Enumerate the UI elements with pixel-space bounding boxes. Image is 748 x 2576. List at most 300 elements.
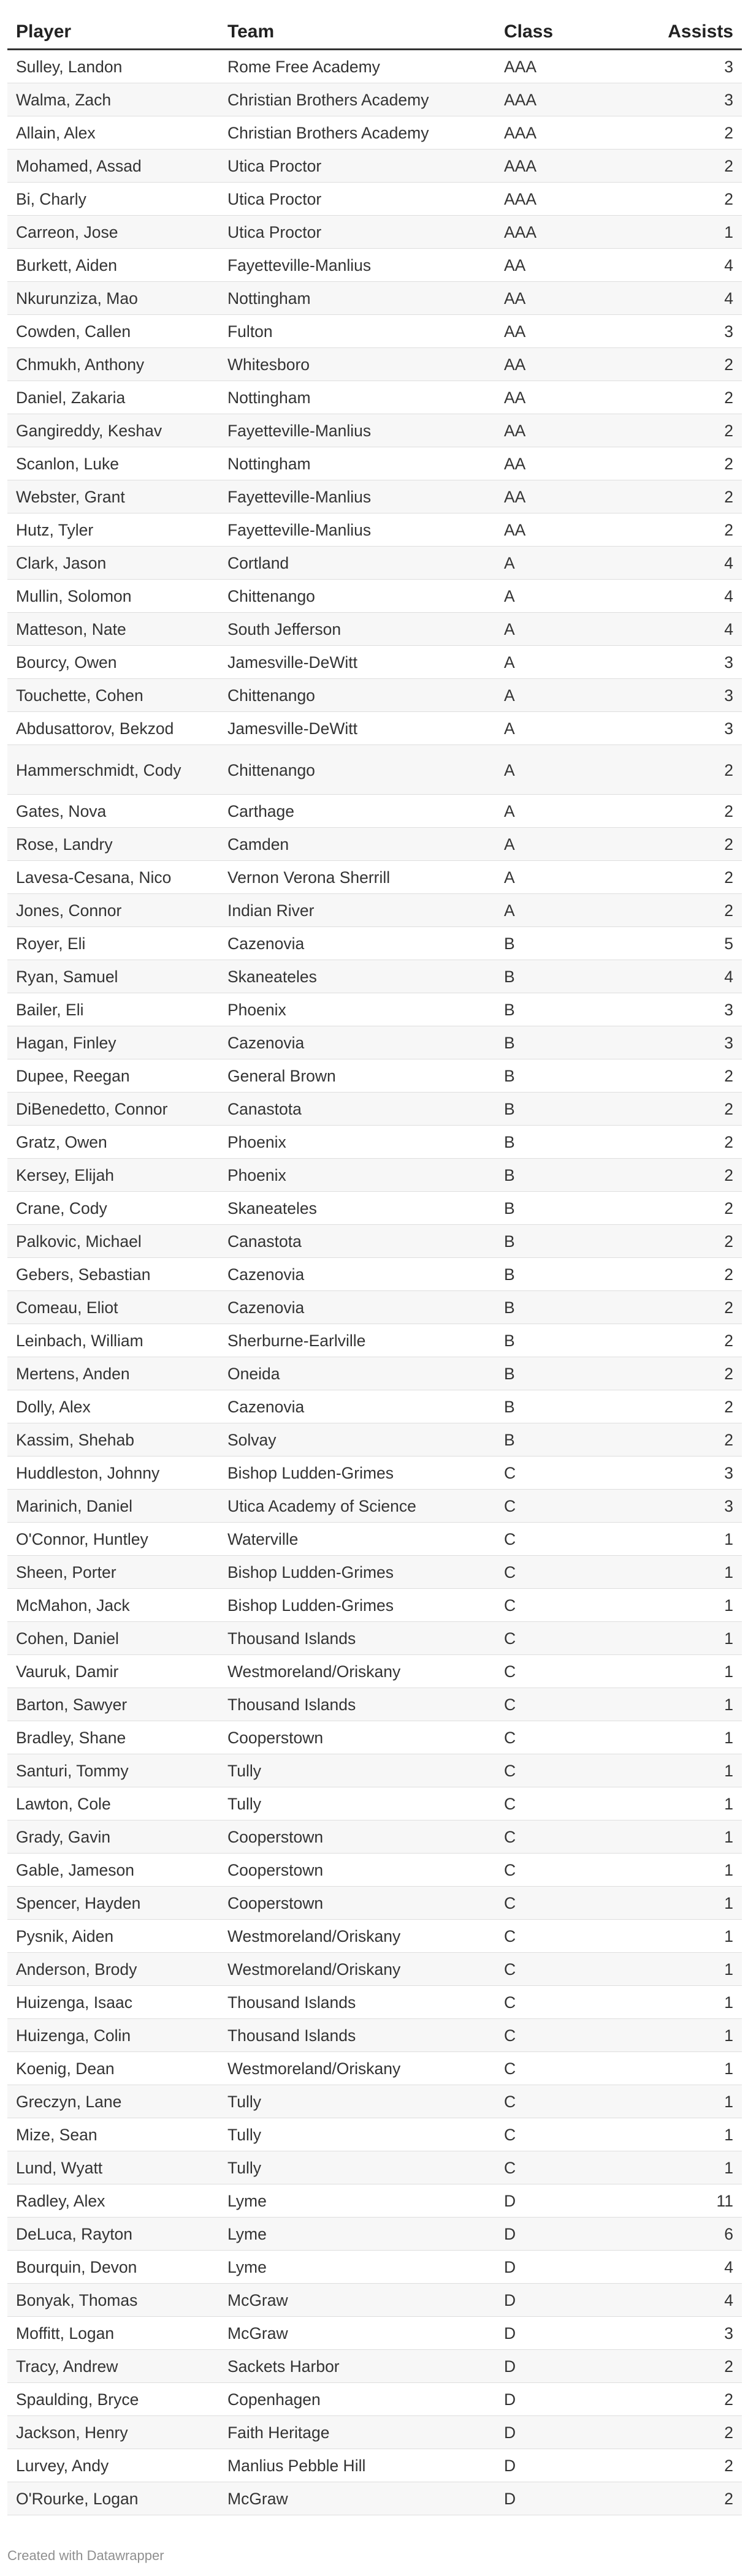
team-cell: Thousand Islands	[219, 2019, 495, 2052]
player-cell: Jackson, Henry	[7, 2416, 219, 2449]
class-cell: A	[495, 547, 643, 580]
player-cell: O'Rourke, Logan	[7, 2482, 219, 2515]
team-cell: Lyme	[219, 2218, 495, 2251]
table-row	[7, 894, 742, 927]
team-cell: Solvay	[219, 1423, 495, 1457]
table-row	[7, 2151, 742, 2184]
table-body	[7, 50, 742, 2515]
class-cell: B	[495, 1324, 643, 1357]
team-cell: Fayetteville-Manlius	[219, 513, 495, 547]
team-cell: Bishop Ludden-Grimes	[219, 1457, 495, 1490]
table-row	[7, 1820, 742, 1854]
class-cell: C	[495, 1887, 643, 1920]
player-cell: Gangireddy, Keshav	[7, 414, 219, 447]
table-row	[7, 1556, 742, 1589]
team-cell: Lyme	[219, 2251, 495, 2284]
assists-cell: 5	[643, 927, 742, 960]
table-row	[7, 2317, 742, 2350]
class-cell: AA	[495, 282, 643, 315]
class-cell: C	[495, 1490, 643, 1523]
assists-cell: 2	[643, 1225, 742, 1258]
table-row	[7, 348, 742, 381]
table-row	[7, 1457, 742, 1490]
class-cell: D	[495, 2449, 643, 2482]
class-cell: D	[495, 2482, 643, 2515]
assists-cell: 2	[643, 1159, 742, 1192]
player-cell: Leinbach, William	[7, 1324, 219, 1357]
team-cell: Whitesboro	[219, 348, 495, 381]
player-cell: Carreon, Jose	[7, 216, 219, 249]
table-row	[7, 2218, 742, 2251]
class-cell: B	[495, 927, 643, 960]
table-row	[7, 1787, 742, 1820]
table-row	[7, 646, 742, 679]
table-row	[7, 861, 742, 894]
assists-cell: 2	[643, 795, 742, 828]
assists-cell: 2	[643, 1390, 742, 1423]
class-cell: C	[495, 2118, 643, 2151]
team-cell: Christian Brothers Academy	[219, 83, 495, 116]
team-cell: Cooperstown	[219, 1887, 495, 1920]
class-cell: C	[495, 1953, 643, 1986]
table-row	[7, 613, 742, 646]
team-cell: Nottingham	[219, 381, 495, 414]
player-cell: Radley, Alex	[7, 2184, 219, 2218]
class-cell: C	[495, 1754, 643, 1787]
assists-cell: 6	[643, 2218, 742, 2251]
class-cell: B	[495, 1059, 643, 1093]
player-cell: Hutz, Tyler	[7, 513, 219, 547]
team-cell: Cooperstown	[219, 1820, 495, 1854]
player-cell: Burkett, Aiden	[7, 249, 219, 282]
table-row	[7, 2251, 742, 2284]
assists-cell: 3	[643, 993, 742, 1026]
assists-cell: 3	[643, 315, 742, 348]
class-cell: B	[495, 1258, 643, 1291]
team-cell: Sherburne-Earlville	[219, 1324, 495, 1357]
player-cell: Kassim, Shehab	[7, 1423, 219, 1457]
assists-cell: 2	[643, 861, 742, 894]
assists-cell: 2	[643, 2416, 742, 2449]
assists-cell: 3	[643, 679, 742, 712]
class-cell: C	[495, 1589, 643, 1622]
player-cell: O'Connor, Huntley	[7, 1523, 219, 1556]
team-cell: McGraw	[219, 2284, 495, 2317]
player-cell: Daniel, Zakaria	[7, 381, 219, 414]
team-cell: Tully	[219, 2151, 495, 2184]
player-cell: Crane, Cody	[7, 1192, 219, 1225]
table-row	[7, 1854, 742, 1887]
table-row	[7, 1887, 742, 1920]
team-cell: Cazenovia	[219, 1026, 495, 1059]
class-cell: C	[495, 1820, 643, 1854]
assists-cell: 1	[643, 1688, 742, 1721]
assists-cell: 1	[643, 1754, 742, 1787]
class-cell: A	[495, 795, 643, 828]
player-cell: Allain, Alex	[7, 116, 219, 150]
player-cell: Gates, Nova	[7, 795, 219, 828]
table-header	[7, 15, 742, 50]
team-cell: Chittenango	[219, 745, 495, 795]
table-row	[7, 1357, 742, 1390]
class-cell: B	[495, 1357, 643, 1390]
table-row	[7, 1986, 742, 2019]
class-cell: C	[495, 1523, 643, 1556]
class-cell: A	[495, 679, 643, 712]
assists-cell: 2	[643, 1423, 742, 1457]
team-cell: Utica Academy of Science	[219, 1490, 495, 1523]
class-cell: B	[495, 993, 643, 1026]
player-cell: Huizenga, Isaac	[7, 1986, 219, 2019]
table-row	[7, 1490, 742, 1523]
team-cell: Thousand Islands	[219, 1622, 495, 1655]
team-cell: Vernon Verona Sherrill	[219, 861, 495, 894]
assists-cell: 2	[643, 1324, 742, 1357]
class-cell: C	[495, 1986, 643, 2019]
class-cell: C	[495, 1556, 643, 1589]
class-cell: C	[495, 2052, 643, 2085]
team-cell: Utica Proctor	[219, 150, 495, 183]
table-row	[7, 2184, 742, 2218]
assists-cell: 2	[643, 2350, 742, 2383]
class-cell: C	[495, 2019, 643, 2052]
table-row	[7, 745, 742, 795]
player-cell: Nkurunziza, Mao	[7, 282, 219, 315]
team-cell: Chittenango	[219, 580, 495, 613]
player-cell: Lurvey, Andy	[7, 2449, 219, 2482]
team-cell: Fayetteville-Manlius	[219, 414, 495, 447]
team-cell: Bishop Ludden-Grimes	[219, 1589, 495, 1622]
player-cell: DeLuca, Rayton	[7, 2218, 219, 2251]
assists-cell: 3	[643, 50, 742, 83]
class-cell: D	[495, 2184, 643, 2218]
class-cell: AA	[495, 249, 643, 282]
header-row	[7, 15, 742, 50]
player-cell: Gebers, Sebastian	[7, 1258, 219, 1291]
player-cell: Webster, Grant	[7, 480, 219, 513]
player-cell: Bourcy, Owen	[7, 646, 219, 679]
player-cell: Santuri, Tommy	[7, 1754, 219, 1787]
team-cell: Utica Proctor	[219, 216, 495, 249]
team-cell: Christian Brothers Academy	[219, 116, 495, 150]
class-cell: C	[495, 2085, 643, 2118]
table-row	[7, 1655, 742, 1688]
team-cell: Tully	[219, 2118, 495, 2151]
table-row	[7, 1423, 742, 1457]
class-cell: C	[495, 1920, 643, 1953]
class-cell: A	[495, 613, 643, 646]
team-cell: Lyme	[219, 2184, 495, 2218]
class-cell: C	[495, 2151, 643, 2184]
table-row	[7, 1093, 742, 1126]
class-cell: AAA	[495, 183, 643, 216]
player-cell: Hagan, Finley	[7, 1026, 219, 1059]
team-cell: Copenhagen	[219, 2383, 495, 2416]
table-row	[7, 183, 742, 216]
assists-table-container	[7, 15, 742, 2515]
team-cell: Cazenovia	[219, 1258, 495, 1291]
team-cell: Westmoreland/Oriskany	[219, 1953, 495, 1986]
class-cell: C	[495, 1688, 643, 1721]
assists-cell: 1	[643, 2118, 742, 2151]
class-cell: C	[495, 1787, 643, 1820]
team-cell: Indian River	[219, 894, 495, 927]
class-cell: A	[495, 646, 643, 679]
class-cell: D	[495, 2350, 643, 2383]
class-cell: B	[495, 1225, 643, 1258]
assists-cell: 3	[643, 1026, 742, 1059]
assists-cell: 2	[643, 1357, 742, 1390]
player-cell: Cohen, Daniel	[7, 1622, 219, 1655]
team-cell: Rome Free Academy	[219, 50, 495, 83]
table-row	[7, 2085, 742, 2118]
table-row	[7, 1920, 742, 1953]
class-cell: AAA	[495, 50, 643, 83]
table-row	[7, 116, 742, 150]
assists-cell: 2	[643, 1258, 742, 1291]
class-cell: D	[495, 2383, 643, 2416]
class-cell: AAA	[495, 116, 643, 150]
team-cell: Carthage	[219, 795, 495, 828]
assists-cell: 2	[643, 1291, 742, 1324]
class-cell: D	[495, 2284, 643, 2317]
column-header-team[interactable]: Team	[219, 15, 495, 50]
table-row	[7, 1589, 742, 1622]
class-cell: A	[495, 894, 643, 927]
class-cell: B	[495, 1126, 643, 1159]
assists-cell: 2	[643, 414, 742, 447]
class-cell: AA	[495, 348, 643, 381]
player-cell: Scanlon, Luke	[7, 447, 219, 480]
assists-cell: 2	[643, 447, 742, 480]
table-row	[7, 83, 742, 116]
team-cell: Jamesville-DeWitt	[219, 712, 495, 745]
assists-cell: 2	[643, 745, 742, 795]
player-cell: Grady, Gavin	[7, 1820, 219, 1854]
player-cell: Mullin, Solomon	[7, 580, 219, 613]
class-cell: B	[495, 1159, 643, 1192]
table-row	[7, 1059, 742, 1093]
assists-cell: 1	[643, 1523, 742, 1556]
player-cell: Matteson, Nate	[7, 613, 219, 646]
team-cell: Nottingham	[219, 282, 495, 315]
assists-cell: 3	[643, 646, 742, 679]
table-row	[7, 1026, 742, 1059]
team-cell: Canastota	[219, 1225, 495, 1258]
assists-cell: 3	[643, 1457, 742, 1490]
assists-cell: 2	[643, 1126, 742, 1159]
table-row	[7, 1523, 742, 1556]
team-cell: Tully	[219, 1787, 495, 1820]
assists-cell: 1	[643, 2052, 742, 2085]
player-cell: Vauruk, Damir	[7, 1655, 219, 1688]
player-cell: Rose, Landry	[7, 828, 219, 861]
team-cell: Bishop Ludden-Grimes	[219, 1556, 495, 1589]
player-cell: Bradley, Shane	[7, 1721, 219, 1754]
table-row	[7, 216, 742, 249]
player-cell: Sulley, Landon	[7, 50, 219, 83]
class-cell: A	[495, 745, 643, 795]
table-row	[7, 1721, 742, 1754]
table-row	[7, 1688, 742, 1721]
team-cell: Utica Proctor	[219, 183, 495, 216]
table-row	[7, 381, 742, 414]
player-cell: Clark, Jason	[7, 547, 219, 580]
table-row	[7, 1192, 742, 1225]
class-cell: C	[495, 1457, 643, 1490]
table-row	[7, 50, 742, 83]
table-row	[7, 2416, 742, 2449]
player-cell: Cowden, Callen	[7, 315, 219, 348]
player-cell: Bonyak, Thomas	[7, 2284, 219, 2317]
table-row	[7, 2350, 742, 2383]
class-cell: A	[495, 828, 643, 861]
player-cell: Pysnik, Aiden	[7, 1920, 219, 1953]
assists-cell: 1	[643, 1622, 742, 1655]
class-cell: AAA	[495, 83, 643, 116]
player-cell: Mertens, Anden	[7, 1357, 219, 1390]
team-cell: Tully	[219, 2085, 495, 2118]
team-cell: Faith Heritage	[219, 2416, 495, 2449]
assists-cell: 4	[643, 580, 742, 613]
class-cell: A	[495, 861, 643, 894]
player-cell: Jones, Connor	[7, 894, 219, 927]
team-cell: Phoenix	[219, 993, 495, 1026]
column-header-class[interactable]: Class	[495, 15, 643, 50]
assists-cell: 4	[643, 960, 742, 993]
assists-cell: 3	[643, 83, 742, 116]
assists-cell: 2	[643, 1093, 742, 1126]
assists-cell: 1	[643, 1556, 742, 1589]
player-cell: Comeau, Eliot	[7, 1291, 219, 1324]
table-row	[7, 960, 742, 993]
player-cell: Anderson, Brody	[7, 1953, 219, 1986]
table-row	[7, 2449, 742, 2482]
class-cell: AA	[495, 315, 643, 348]
player-cell: Palkovic, Michael	[7, 1225, 219, 1258]
assists-cell: 4	[643, 547, 742, 580]
assists-cell: 2	[643, 1059, 742, 1093]
player-cell: Royer, Eli	[7, 927, 219, 960]
player-cell: Touchette, Cohen	[7, 679, 219, 712]
player-cell: Gratz, Owen	[7, 1126, 219, 1159]
class-cell: B	[495, 960, 643, 993]
class-cell: C	[495, 1721, 643, 1754]
column-header-assists[interactable]: Assists	[643, 15, 742, 50]
table-row	[7, 249, 742, 282]
assists-cell: 2	[643, 116, 742, 150]
team-cell: Cazenovia	[219, 927, 495, 960]
team-cell: Fayetteville-Manlius	[219, 480, 495, 513]
table-row	[7, 1258, 742, 1291]
player-cell: Abdusattorov, Bekzod	[7, 712, 219, 745]
table-row	[7, 580, 742, 613]
assists-cell: 2	[643, 2383, 742, 2416]
table-row	[7, 2019, 742, 2052]
table-row	[7, 1754, 742, 1787]
table-row	[7, 1622, 742, 1655]
assists-cell: 1	[643, 2085, 742, 2118]
player-cell: Bi, Charly	[7, 183, 219, 216]
player-cell: Tracy, Andrew	[7, 2350, 219, 2383]
player-cell: Mize, Sean	[7, 2118, 219, 2151]
assists-cell: 1	[643, 1820, 742, 1854]
column-header-player[interactable]: Player	[7, 15, 219, 50]
player-cell: Spencer, Hayden	[7, 1887, 219, 1920]
team-cell: Tully	[219, 1754, 495, 1787]
player-cell: McMahon, Jack	[7, 1589, 219, 1622]
team-cell: Fulton	[219, 315, 495, 348]
player-cell: Ryan, Samuel	[7, 960, 219, 993]
table-row	[7, 2052, 742, 2085]
player-cell: Mohamed, Assad	[7, 150, 219, 183]
team-cell: Westmoreland/Oriskany	[219, 1655, 495, 1688]
team-cell: Oneida	[219, 1357, 495, 1390]
table-row	[7, 1291, 742, 1324]
assists-cell: 1	[643, 1655, 742, 1688]
table-row	[7, 547, 742, 580]
team-cell: Thousand Islands	[219, 1986, 495, 2019]
assists-cell: 2	[643, 2482, 742, 2515]
team-cell: Camden	[219, 828, 495, 861]
class-cell: AA	[495, 447, 643, 480]
class-cell: AA	[495, 480, 643, 513]
assists-cell: 1	[643, 216, 742, 249]
class-cell: AA	[495, 381, 643, 414]
table-row	[7, 2118, 742, 2151]
player-cell: Hammerschmidt, Cody	[7, 745, 219, 795]
assists-table	[7, 15, 742, 2515]
team-cell: Westmoreland/Oriskany	[219, 2052, 495, 2085]
assists-cell: 4	[643, 249, 742, 282]
datawrapper-credit[interactable]: Created with Datawrapper	[7, 2548, 164, 2563]
assists-cell: 2	[643, 2449, 742, 2482]
assists-cell: 1	[643, 1854, 742, 1887]
player-cell: Huizenga, Colin	[7, 2019, 219, 2052]
team-cell: Thousand Islands	[219, 1688, 495, 1721]
player-cell: Moffitt, Logan	[7, 2317, 219, 2350]
player-cell: Sheen, Porter	[7, 1556, 219, 1589]
assists-cell: 1	[643, 1721, 742, 1754]
class-cell: D	[495, 2251, 643, 2284]
player-cell: Marinich, Daniel	[7, 1490, 219, 1523]
team-cell: Cazenovia	[219, 1291, 495, 1324]
player-cell: Gable, Jameson	[7, 1854, 219, 1887]
team-cell: Phoenix	[219, 1126, 495, 1159]
assists-cell: 1	[643, 1787, 742, 1820]
player-cell: Lund, Wyatt	[7, 2151, 219, 2184]
assists-cell: 2	[643, 183, 742, 216]
table-row	[7, 993, 742, 1026]
team-cell: South Jefferson	[219, 613, 495, 646]
class-cell: AAA	[495, 216, 643, 249]
table-row	[7, 315, 742, 348]
class-cell: AA	[495, 513, 643, 547]
assists-cell: 4	[643, 2251, 742, 2284]
table-row	[7, 1126, 742, 1159]
assists-cell: 2	[643, 513, 742, 547]
table-row	[7, 679, 742, 712]
table-row	[7, 513, 742, 547]
assists-cell: 2	[643, 150, 742, 183]
player-cell: Chmukh, Anthony	[7, 348, 219, 381]
team-cell: McGraw	[219, 2482, 495, 2515]
assists-cell: 1	[643, 1589, 742, 1622]
class-cell: B	[495, 1026, 643, 1059]
class-cell: AAA	[495, 150, 643, 183]
table-row	[7, 1390, 742, 1423]
class-cell: B	[495, 1093, 643, 1126]
